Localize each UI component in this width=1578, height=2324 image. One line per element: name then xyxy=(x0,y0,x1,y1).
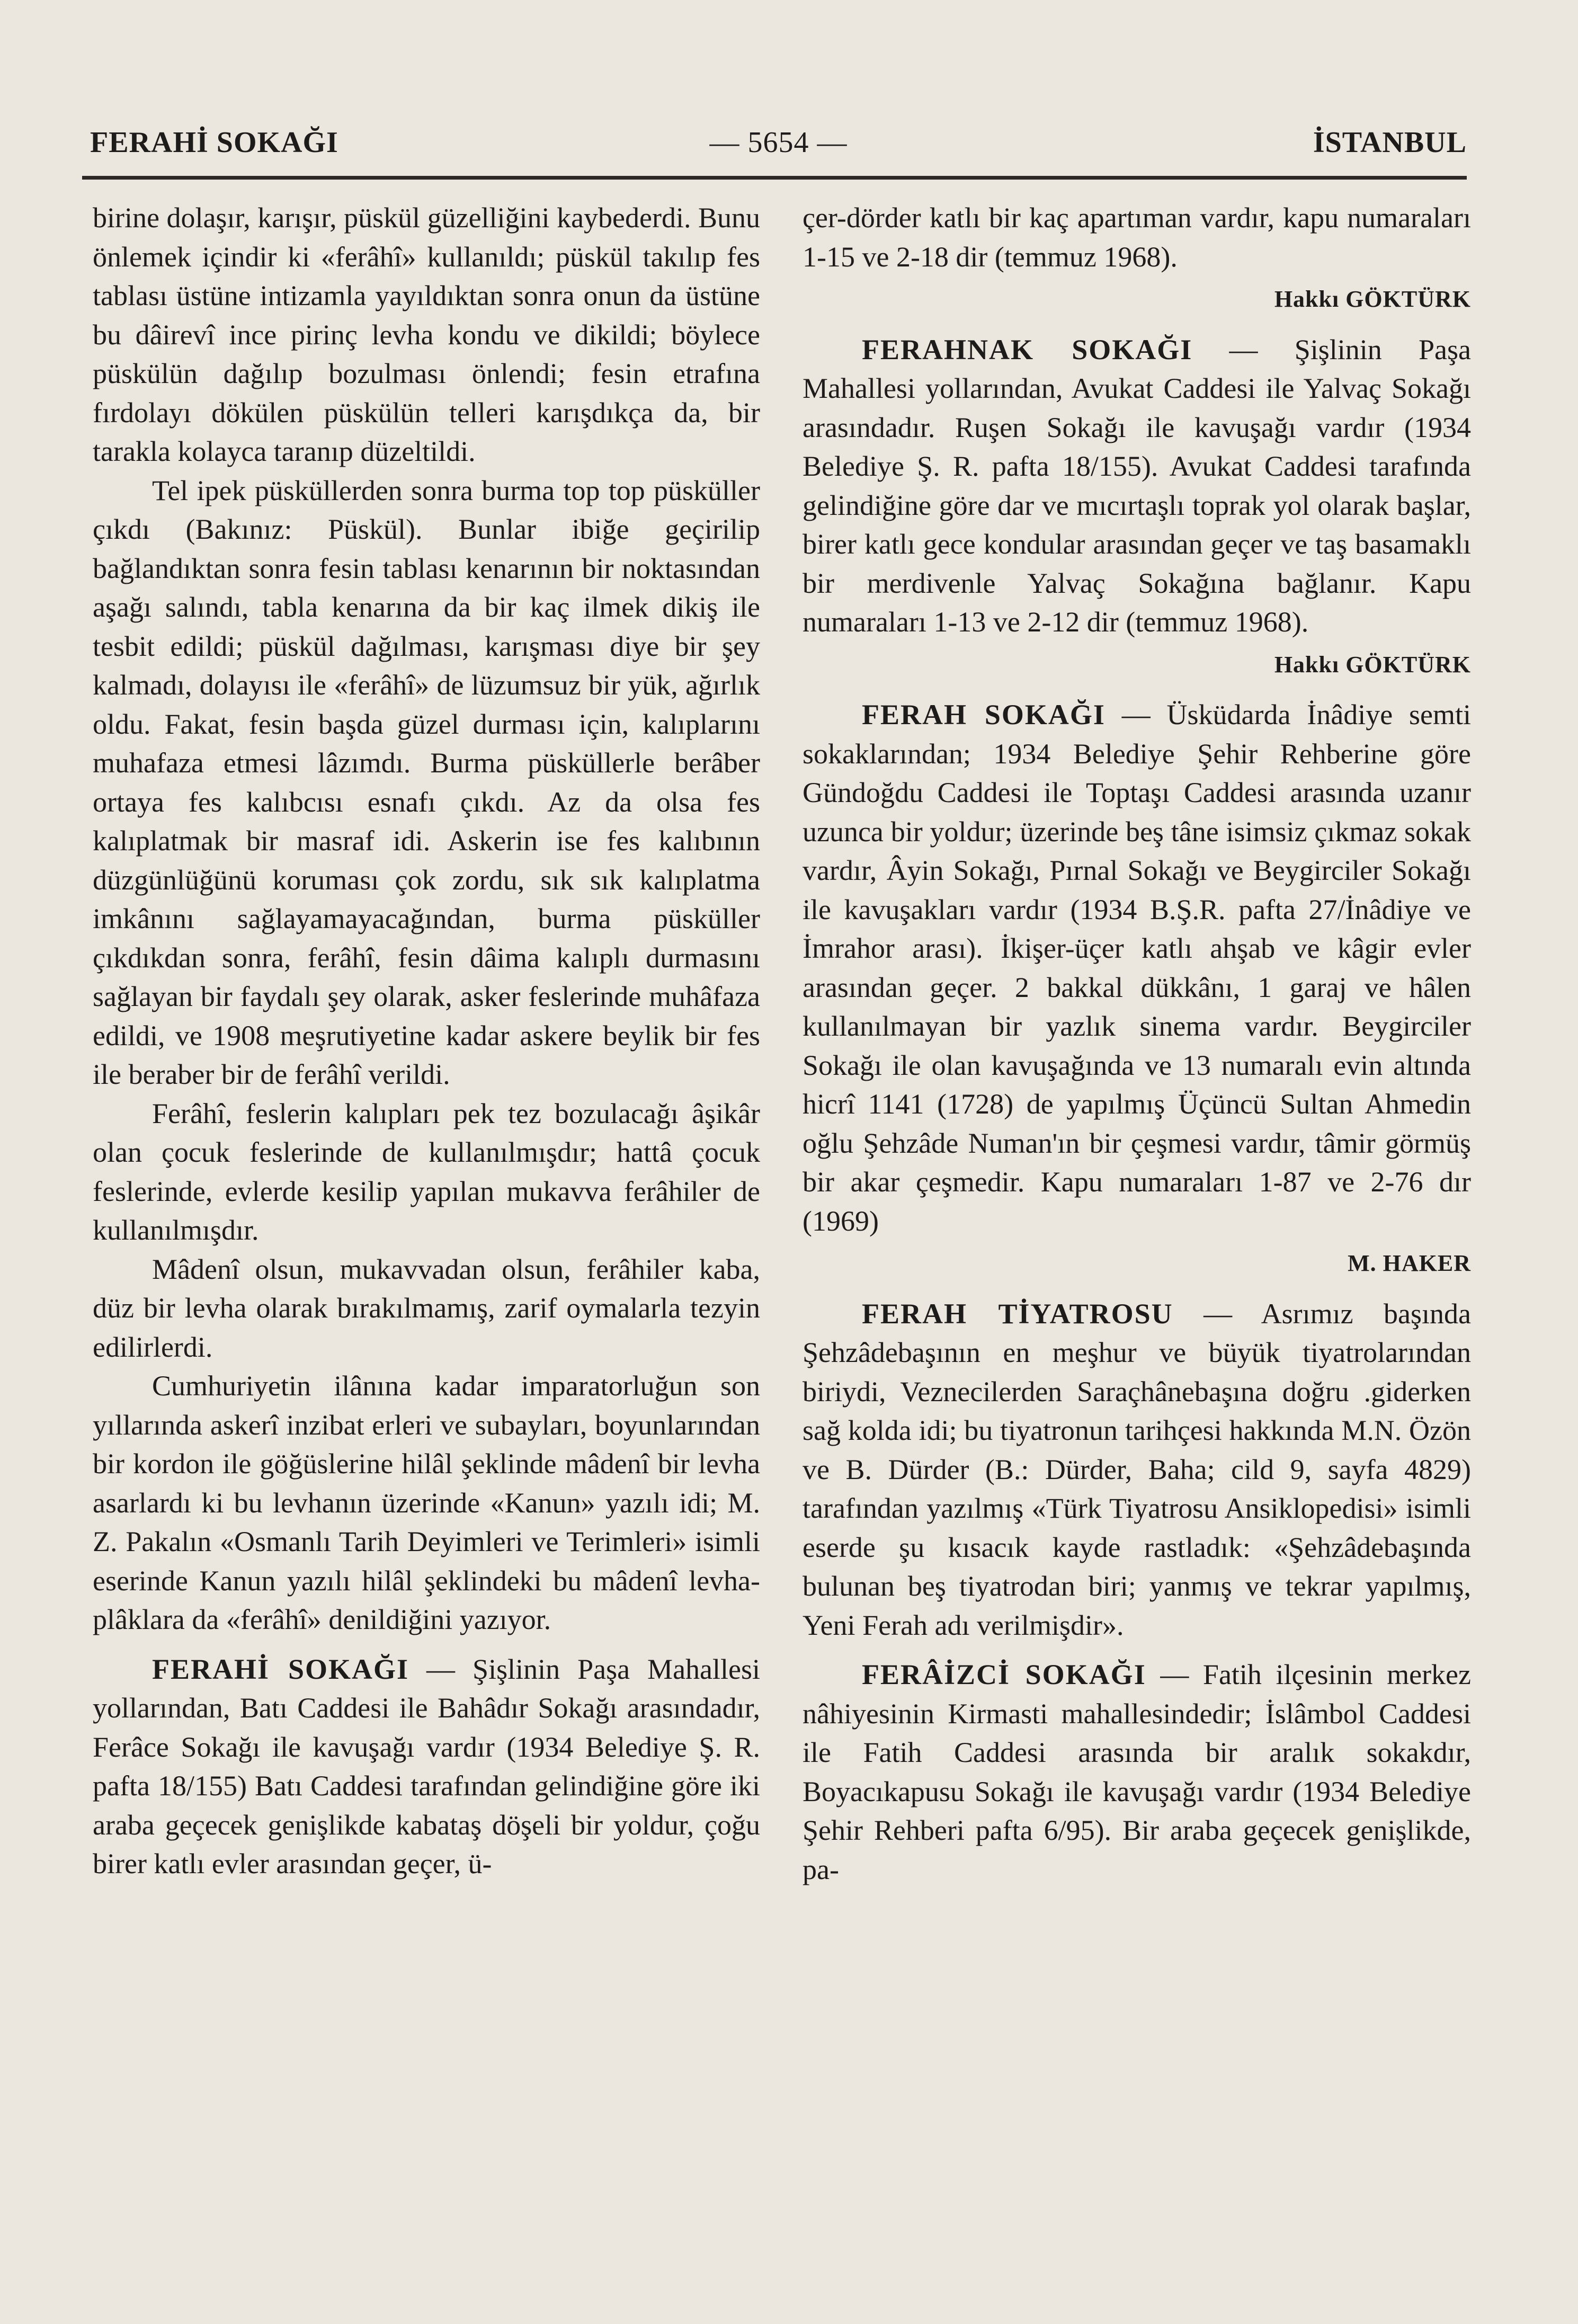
paragraph: Mâdenî olsun, mukavvadan olsun, ferâhiler kaba, düz bir levha olarak bırakılmamış, zarif oymalarla tezyin edilirlerdi. xyxy=(93,1253,760,1363)
entry-text: — Asrımız başında Şehzâdebaşının en meşhur ve büyük tiyatrolarından biriydi, Veznecilerden Saraçhânebaşına doğru .giderken sağ kolda idi; bu tiyatronun tarihçesi hakkında M.N. Özön ve B. Dürder (B.: Dürder, Baha; cild 9, sayfa 4829) tarafından yazılmış «Türk Tiyatrosu Ansiklopedisi» isimli eserde şu kısacık kayde rastladık: «Şehzâdebaşında bulunan beş tiyatrodan biri; yanmış ve tekrar yapılmış, Yeni Ferah adı verilmişdir». xyxy=(803,1297,1471,1641)
left-column xyxy=(93,199,760,1884)
author-signature: Hakkı GÖKTÜRK xyxy=(1274,651,1471,678)
entry-title: FERÂİZCİ SOKAĞI xyxy=(862,1659,1146,1690)
paragraph: Ferâhî, feslerin kalıpları pek tez bozulacağı âşikâr olan çocuk feslerinde de kullanılmışdır; hattâ çocuk feslerinde, evlerde kesilip yapılan mukavva ferâhiler de kullanılmışdır. xyxy=(93,1097,760,1246)
header-entry-title: FERAHİ SOKAĞI xyxy=(90,126,338,159)
header-rule xyxy=(82,176,1467,180)
entry-ferah-sokagi xyxy=(803,696,1471,1241)
header-volume-title: İSTANBUL xyxy=(1313,126,1467,159)
paragraph: çer-dörder katlı bir kaç apartıman vardır, kapu numaraları 1-15 ve 2-18 dir (temmuz 1968). xyxy=(803,202,1471,273)
paragraph: Cumhuriyetin ilânına kadar imparatorluğun son yıllarında askerî inzibat erleri ve subayları, boyunlarından bir kordon ile göğüslerine hilâl şeklinde mâdenî bir levha asarlardı ki bu levhanın üzerinde «Kanun» yazılı idi; M. Z. Pakalın «Osmanlı Tarih Deyimleri ve Terimleri» isimli eserinde Kanun yazılı hilâl şeklindeki bu mâdenî levha-plâklara da «ferâhî» denildiğini yazıyor. xyxy=(93,1370,760,1635)
entry-title: FERAH SOKAĞI xyxy=(862,699,1106,731)
entry-ferahi-sokagi xyxy=(93,1650,760,1884)
right-column xyxy=(803,199,1471,1889)
entry-feraizci-sokagi xyxy=(803,1655,1471,1889)
page-number: — 5654 — xyxy=(709,126,848,159)
paragraph: Tel ipek püsküllerden sonra burma top top püsküller çıkdı (Bakınız: Püskül). Bunlar ibiğe geçirilip bağlandıktan sonra fesin tablası kenarının bir noktasından aşağı salındı, tabla kenarına da bir kaç ilmek dikiş ile tesbit edildi; püskül dağılması, karışması diye bir şey kalmadı, dolayısı ile «ferâhî» de lüzumsuz bir yük, ağırlık oldu. Fakat, fesin başda güzel durması için, kalıplarını muhafaza etmesi lâzımdı. Burma püsküllerle berâber ortaya fes kalıbcısı esnafı çıkdı. Az da olsa fes kalıplatmak bir masraf idi. Askerin ise fes kalıbının düzgünlüğünü koruması çok zordu, sık sık kalıplatma imkânını sağlayamayacağından, burma püsküller çıkdıkdan sonra, ferâhî, fesin dâima kalıplı durmasını sağlayan bir faydalı şey olarak, asker feslerinde muhâfaza edildi, ve 1908 meşrutiyetine kadar askere beylik bir fes ile beraber bir de ferâhî verildi. xyxy=(93,474,760,1090)
entry-title: FERAH TİYATROSU xyxy=(862,1297,1173,1330)
author-signature: M. HAKER xyxy=(1348,1250,1471,1276)
paragraph: birine dolaşır, karışır, püskül güzelliğini kaybederdi. Bunu önlemek içindir ki «ferâhî» kullanıldı; püskül takılıp fes tablası üstüne intizamla yayıldıktan sonra onun da üstüne bu dâirevî ince pirinç levha kondu ve dikildi; böylece püskülün dağılıp bozulması önlendi; fesin etrafına fırdolayı dökülen püskülün telleri karışdıkça da, bir tarakla kolayca taranıp düzeltildi. xyxy=(93,202,760,467)
entry-ferahnak-sokagi xyxy=(803,331,1471,642)
author-signature: Hakkı GÖKTÜRK xyxy=(1274,286,1471,312)
entry-text: — Üsküdarda İnâdiye semti sokaklarından; 1934 Belediye Şehir Rehberine göre Gündoğdu Caddesi ile Toptaşı Caddesi arasında uzanır uzunca bir yoldur; üzerinde beş tâne isimsiz çıkmaz sokak vardır, Âyin Sokağı, Pırnal Sokağı ve Beygirciler Sokağı ile kavuşakları vardır (1934 B.Ş.R. pafta 27/İnâdiye ve İmrahor arası). İkişer-üçer katlı ahşab ve kâgir evler arasından geçer. 2 bakkal dükkânı, 1 garaj ve hâlen kullanılmayan bir yazlık sinema vardır. Beygirciler Sokağı ile olan kavuşağında ve 13 numaralı evin altında hicrî 1141 (1728) de yapılmış Üçüncü Sultan Ahmedin oğlu Şehzâde Numan'ın bir çeşmesi vardır, tâmir görmüş bir akar çeşmedir. Kapu numaraları 1-87 ve 2-76 dır (1969) xyxy=(803,699,1471,1237)
entry-title: FERAHİ SOKAĞI xyxy=(152,1653,409,1685)
entry-text: — Fatih ilçesinin merkez nâhiyesinin Kirmasti mahallesindedir; İslâmbol Caddesi ile Fatih Caddesi arasında bir aralık sokakdır, Boyacıkapusu Sokağı ile kavuşağı vardır (1934 Belediye Şehir Rehberi pafta 6/95). Bir araba geçecek genişlikde, pa- xyxy=(803,1659,1471,1885)
running-header xyxy=(90,119,1467,172)
entry-text: — Şişlinin Paşa Mahallesi yollarından, Batı Caddesi ile Bahâdır Sokağı arasındadır, Ferâce Sokağı ile kavuşağı vardır (1934 Belediye Ş. R. pafta 18/155) Batı Caddesi tarafından gelindiğine göre iki araba geçecek genişlikde kabataş döşeli bir yoldur, çoğu birer katlı evler arasından geçer, ü- xyxy=(93,1653,760,1880)
entry-title: FERAHNAK SOKAĞI xyxy=(862,333,1193,366)
entry-ferah-tiyatrosu xyxy=(803,1295,1471,1645)
entry-text: — Şişlinin Paşa Mahallesi yollarından, Avukat Caddesi ile Yalvaç Sokağı arasındadır. Ruşen Sokağı ile kavuşağı vardır (1934 Belediye Ş. R. pafta 18/155). Avukat Caddesi tarafında gelindiğine göre dar ve mıcırtaşlı toprak yol olarak başlar, birer katlı gece kondular arasından geçer ve taş basamaklı bir merdivenle Yalvaç Sokağına bağlanır. Kapu numaraları 1-13 ve 2-12 dir (temmuz 1968). xyxy=(803,333,1471,638)
